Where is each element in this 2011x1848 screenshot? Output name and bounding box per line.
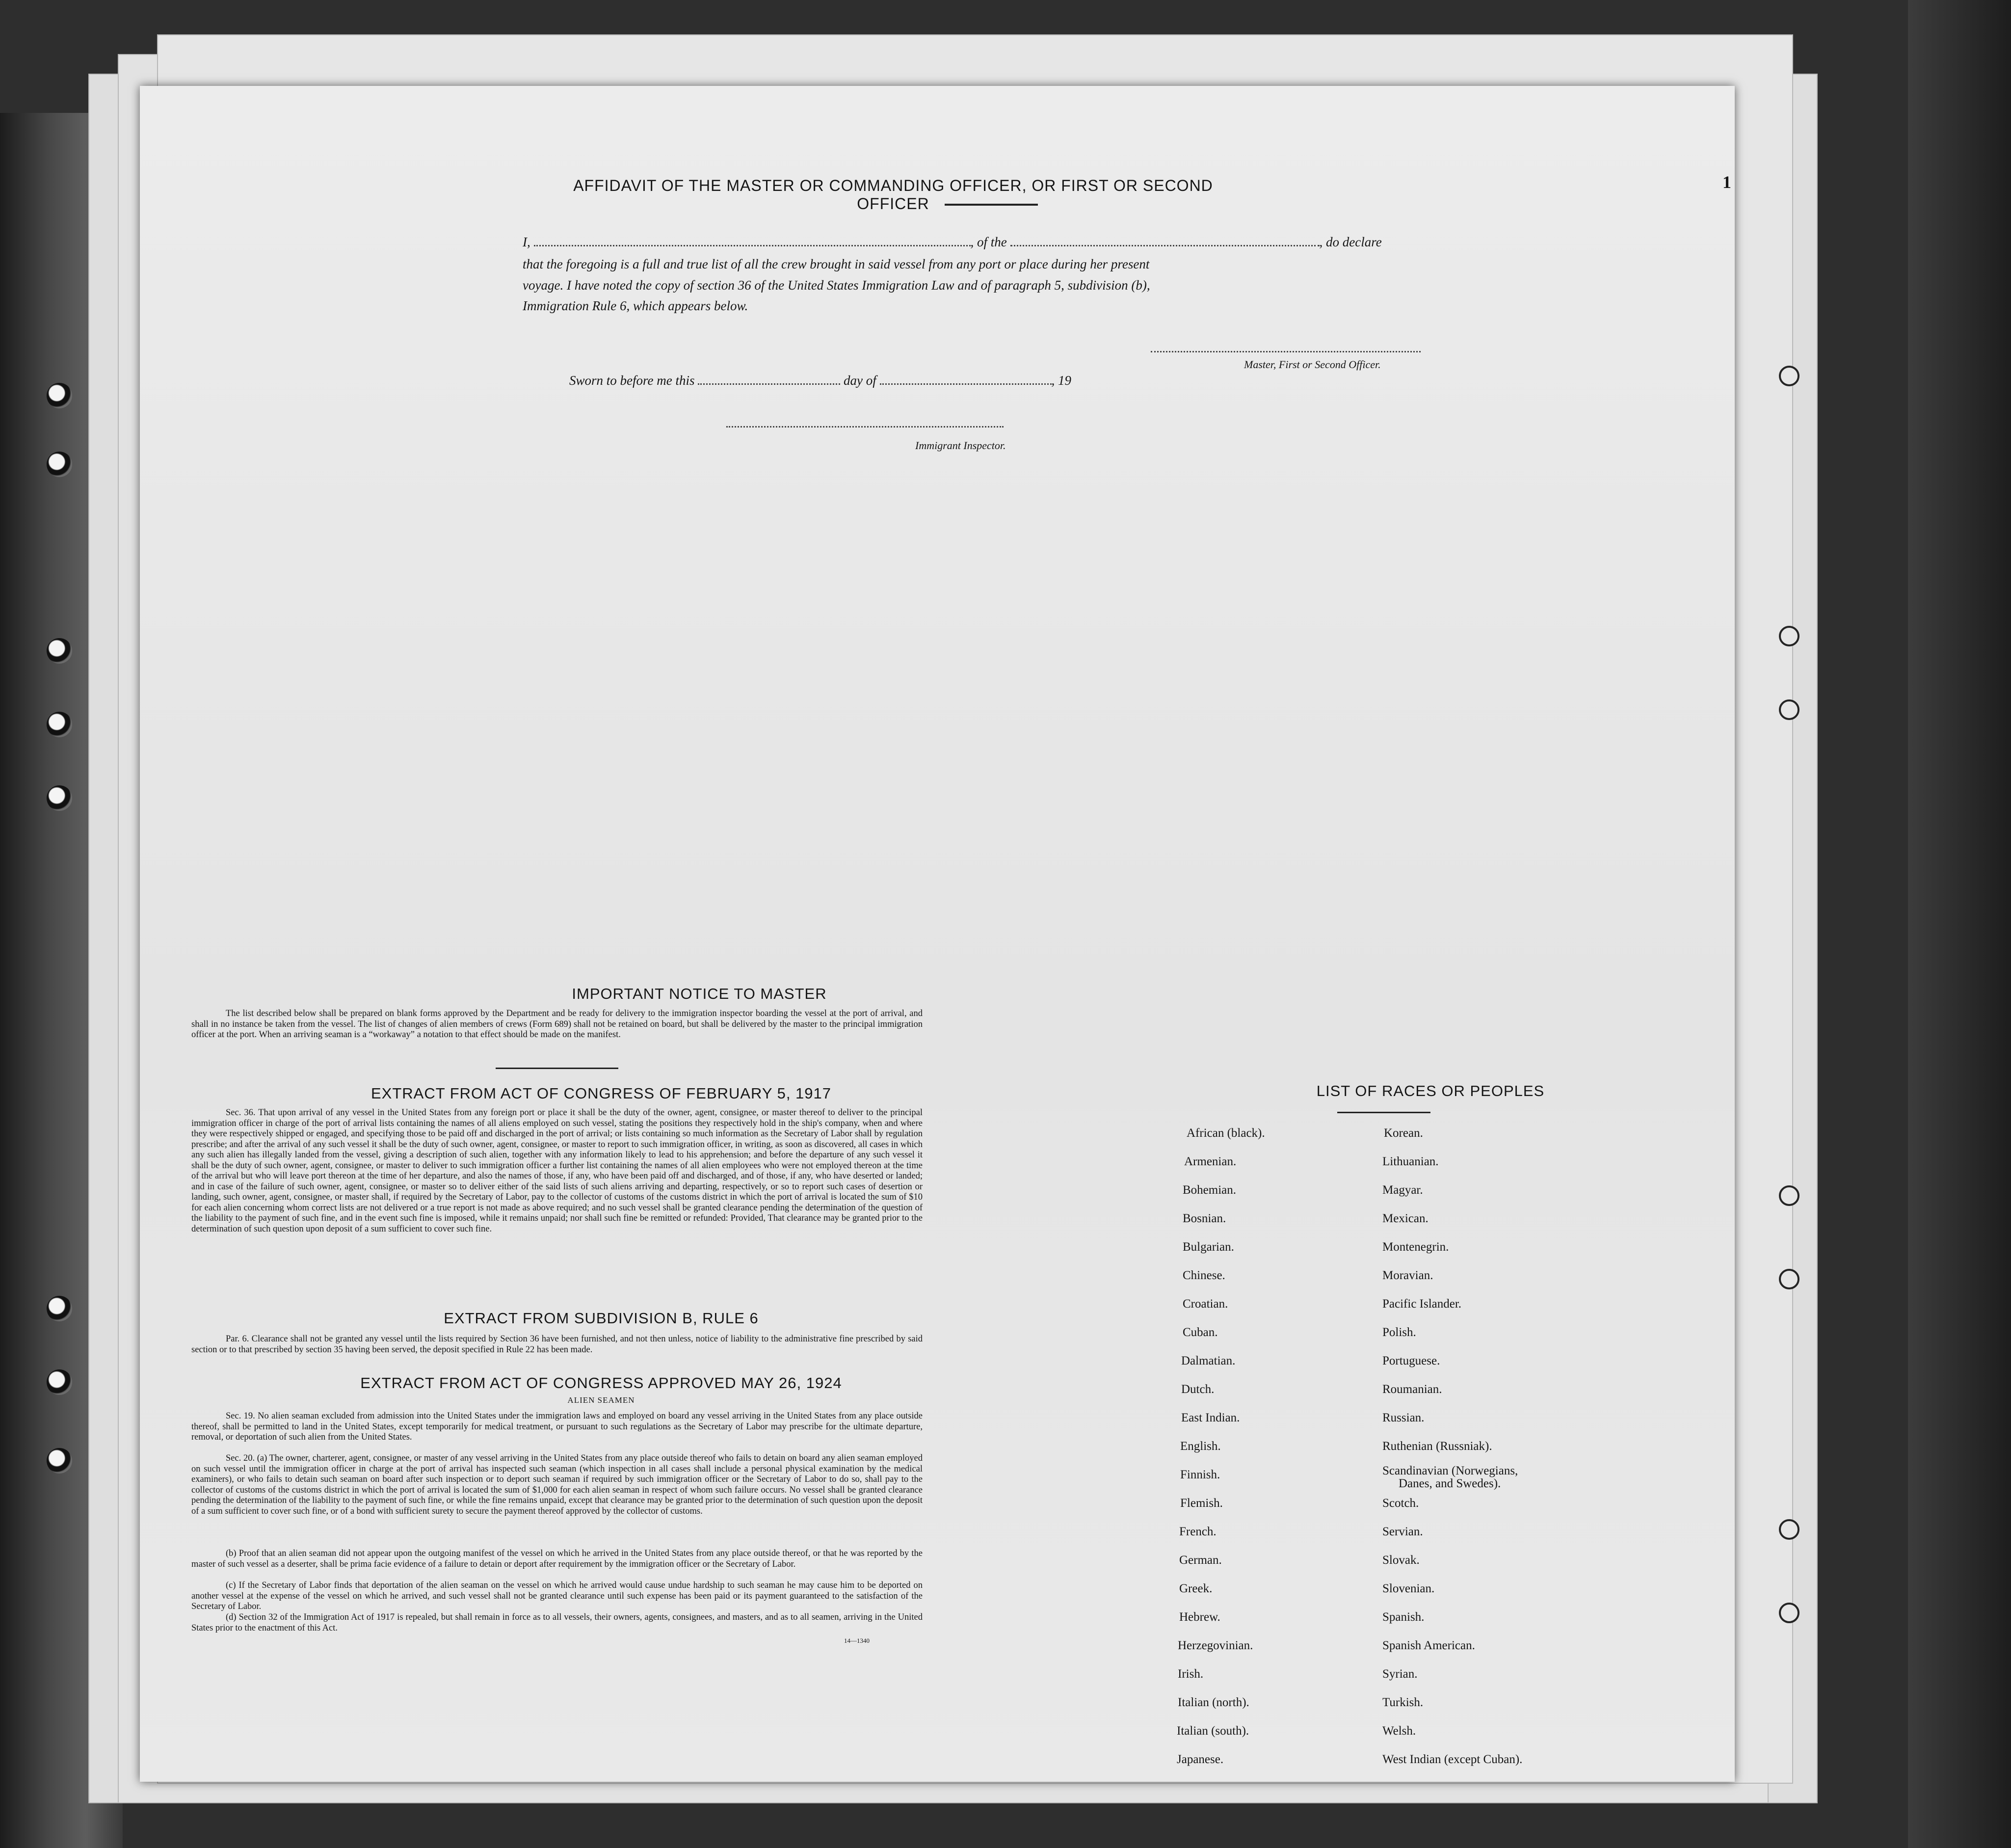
race-right-continuation: Danes, and Swedes). [1399, 1477, 1501, 1490]
race-left: Bohemian. [1183, 1183, 1237, 1197]
affidavit-body-line2: voyage. I have noted the copy of section 36 of the United States Immigration Law and of paragraph 5, subdivision (b), [523, 278, 1150, 293]
sworn-day-field[interactable] [698, 378, 840, 385]
act1924-sec20a: Sec. 20. (a) The owner, charterer, agent, consignee, or master of any vessel arriving in the United States from any place outside thereof who fails to detain on board any alien seaman employed on such vessel until the immigration officer in charge at the port of arrival has inspected such seaman (which inspection in all cases shall include a personal physical examination by the medical examiners), or who fails to detain such seaman on board after such inspection or to deport such seaman if required by such immigration officer or the Secretary of Labor to do so, shall pay to the collector of customs of the customs district in which the port of arrival is located the sum of $1,000 for each alien seaman in respect of whom such failure occurs. No vessel shall be granted clearance pending the determination of the liability to the payment of such fine, or while the fine remains unpaid, except that clearance may be granted prior to the determination of such question upon the deposit of a sum sufficient to cover such fine, or of a bond with sufficient surety to secure the payment thereof approved by the collector of customs. [191, 1453, 923, 1516]
inspector-label: Immigrant Inspector. [915, 439, 1006, 452]
punch-hole-icon [1779, 366, 1799, 386]
act1924-sec20b: (b) Proof that an alien seaman did not appear upon the outgoing manifest of the vessel on which he arrived in the United States from any place outside thereof, or that he was reported by the master of such vessel as a deserter, shall be prima facie evidence of a failure to detain or deport after requirement by the immigration officer or the Secretary of Labor. [191, 1549, 923, 1569]
race-right: Servian. [1382, 1525, 1423, 1538]
race-right: Slovenian. [1382, 1582, 1435, 1595]
race-left: English. [1180, 1440, 1221, 1453]
race-left: Irish. [1178, 1667, 1204, 1681]
races-title: LIST OF RACES OR PEOPLES [1316, 1082, 1545, 1099]
act1924-sec20d: (d) Section 32 of the Immigration Act of 1917 is repealed, but shall remain in force as to all vessels, their owners, agents, consignees, and masters, and as to all seamen, arriving in the United States prior to the enactment of this Act. [191, 1612, 923, 1633]
act1924-sec19: Sec. 19. No alien seaman excluded from admission into the United States under the immigration laws and employed on board any vessel arriving in the United States from any place outside thereof, shall be permitted to land in the United States, except temporarily for medical treatment, or pursuant to such regulations as the Secretary of Labor may prescribe for the ultimate departure, removal, or deportation of such alien from the United States. [191, 1411, 923, 1442]
race-left: Greek. [1179, 1582, 1213, 1595]
page-mark: 1 [1722, 172, 1731, 192]
race-right: Pacific Islander. [1382, 1297, 1462, 1311]
punch-hole-icon [1779, 699, 1799, 720]
day-of-label: day of [844, 373, 876, 388]
form-number: 14—1340 [844, 1637, 870, 1644]
race-left: Japanese. [1177, 1753, 1224, 1766]
race-right: Russian. [1382, 1411, 1425, 1424]
affidavit-body-line1: that the foregoing is a full and true list of all the crew brought in said vessel from any port or place during her present [523, 257, 1150, 271]
race-right: Scotch. [1382, 1497, 1419, 1510]
race-right: Korean. [1384, 1126, 1423, 1140]
race-right: Moravian. [1382, 1269, 1433, 1282]
master-label: Master, First or Second Officer. [1244, 358, 1381, 371]
vessel-field[interactable] [1010, 240, 1320, 246]
punch-hole-icon [1779, 1185, 1799, 1206]
act1917-text: Sec. 36. That upon arrival of any vessel in the United States from any foreign port or place it shall be the duty of the owner, agent, consignee, or master thereof to deliver to the principal immigration officer in charge of the port of arrival lists containing the names of all aliens employed on such vessel, stating the positions they respectively hold in the ship's company, when and where they were respectively shipped or engaged, and specifying those to be paid off and discharged in the port of arrival; or lists containing so much information as the Secretary of Labor shall by regulation prescribe; and after the arrival of any such vessel it shall be the duty of such owner, agent, consignee, or master to report to such immigration officer, in writing, as soon as discovered, all cases in which any such alien has illegally landed from the vessel, giving a description of such alien, together with any information likely to lead to his apprehension; and before the departure of any such vessel it shall be the duty of such owner, agent, consignee, or master to deliver to such immigration officer a further list containing the names of all alien employees who were not employed thereon at the time of the arrival but who will leave port thereon at the time of her departure, and also the names of those, if any, who have been paid off and discharged, and of those, if any, who have deserted or landed; and in case of the failure of such owner, agent, consignee, or master so to deliver either of the said lists of such aliens arriving and departing, respectively, or so to report such cases of desertion or landing, such owner, agent, consignee, or master shall, if required by the Secretary of Labor, pay to the collector of customs of the customs district in which the port of arrival is located the sum of $10 for each alien concerning whom correct lists are not delivered or a true report is not made as above required; and no such vessel shall be granted clearance pending the determination of the question of the liability to the payment of such fine, and in the event such fine is imposed, while it remains unpaid; nor shall such fine be remitted or refunded: Provided, That clearance may be granted prior to the determination of such question upon deposit of a sum sufficient to cover such fine. [191, 1108, 923, 1234]
binder-ring-icon [47, 1448, 72, 1473]
race-right: Slovak. [1382, 1553, 1420, 1567]
binder-ring-icon [47, 638, 72, 664]
race-left: Chinese. [1183, 1269, 1225, 1282]
punch-hole-icon [1779, 1519, 1799, 1540]
race-right: Spanish American. [1382, 1639, 1475, 1652]
affidavit-title: AFFIDAVIT OF THE MASTER OR COMMANDING OFFICER, OR FIRST OR SECOND OFFICER [573, 177, 1213, 213]
race-right: Polish. [1382, 1326, 1416, 1339]
affidavit-body-line3: Immigration Rule 6, which appears below. [523, 298, 748, 313]
name-field[interactable] [534, 240, 971, 246]
sworn-line [569, 373, 1071, 388]
sworn-month-field[interactable] [880, 378, 1052, 385]
race-left: French. [1179, 1525, 1217, 1538]
race-right: Ruthenian (Russniak). [1382, 1440, 1492, 1453]
race-left: Croatian. [1183, 1297, 1228, 1311]
race-left: Italian (north). [1178, 1696, 1249, 1709]
year-prefix: , 19 [1051, 373, 1071, 388]
race-left: German. [1179, 1553, 1222, 1567]
race-left: Finnish. [1180, 1468, 1220, 1481]
notice-divider [496, 1068, 618, 1069]
binder-ring-icon [47, 1296, 72, 1321]
race-right: Portuguese. [1382, 1354, 1440, 1367]
dark-edge [1908, 0, 2011, 1848]
race-left: Bulgarian. [1183, 1240, 1234, 1254]
race-left: Bosnian. [1183, 1212, 1226, 1225]
race-left: East Indian. [1181, 1411, 1240, 1424]
race-left: Herzegovinian. [1178, 1639, 1253, 1652]
binder-ring-icon [47, 785, 72, 811]
race-right: West Indian (except Cuban). [1382, 1753, 1523, 1766]
inspector-signature-line[interactable] [726, 426, 1004, 428]
rule6-text: Par. 6. Clearance shall not be granted any vessel until the lists required by Section 36 have been furnished, and not then unless, notice of liability to the administrative fine prescribed by said section or to that prescribed by section 35 having been served, the deposit specified in Rule 22 has been made. [191, 1334, 923, 1355]
race-right: Welsh. [1382, 1724, 1416, 1738]
race-right: Scandinavian (Norwegians, [1382, 1464, 1518, 1477]
declare-label: , do declare [1319, 235, 1382, 249]
races-divider [1337, 1112, 1430, 1113]
act1924-sec20c: (c) If the Secretary of Labor finds that deportation of the alien seaman on the vessel on which he arrived would cause undue hardship to such seaman he may cause him to be deported on another vessel at the expense of the vessel on which he arrived, and such vessel shall not be granted clearance until such expense has been paid or its payment guaranteed to the satisfaction of the Secretary of Labor. [191, 1580, 923, 1611]
race-right: Roumanian. [1382, 1383, 1442, 1396]
race-left: African (black). [1187, 1126, 1265, 1140]
notice-text: The list described below shall be prepared on blank forms approved by the Department and be ready for delivery to the immigration inspector boarding the vessel at the port of arrival, and shall in no instance be taken from the vessel. The list of changes of alien members of crews (Form 689) shall not be retained on board, but shall be delivered by the master to the principal immigration officer at the port. When an arriving seaman is a “workaway” a notation to that effect should be made on the manifest. [191, 1009, 923, 1040]
race-right: Turkish. [1382, 1696, 1424, 1709]
punch-hole-icon [1779, 626, 1799, 646]
race-right: Magyar. [1382, 1183, 1423, 1197]
race-right: Lithuanian. [1382, 1155, 1439, 1168]
act1917-title: EXTRACT FROM ACT OF CONGRESS OF FEBRUARY 5, 1917 [370, 1085, 832, 1102]
race-left: Dutch. [1181, 1383, 1215, 1396]
race-right: Spanish. [1382, 1610, 1425, 1624]
act1924-subtitle: ALIEN SEAMEN [567, 1395, 635, 1405]
race-left: Flemish. [1180, 1497, 1223, 1510]
of-the-label: , of the [970, 235, 1007, 249]
binder-ring-icon [47, 1369, 72, 1395]
i-label: I, [523, 235, 530, 249]
punch-hole-icon [1779, 1603, 1799, 1623]
race-right: Syrian. [1382, 1667, 1418, 1681]
form-page [140, 86, 1735, 1782]
act1924-title: EXTRACT FROM ACT OF CONGRESS APPROVED MAY 26, 1924 [360, 1374, 842, 1392]
race-left: Dalmatian. [1181, 1354, 1236, 1367]
binder-ring-icon [47, 452, 72, 477]
declaration-line [523, 235, 1622, 250]
race-right: Montenegrin. [1382, 1240, 1449, 1254]
sworn-label: Sworn to before me this [569, 373, 695, 388]
race-right: Mexican. [1382, 1212, 1429, 1225]
rule6-title: EXTRACT FROM SUBDIVISION B, RULE 6 [444, 1310, 759, 1327]
punch-hole-icon [1779, 1269, 1799, 1289]
notice-title: IMPORTANT NOTICE TO MASTER [572, 985, 827, 1002]
master-signature-line[interactable] [1151, 351, 1421, 352]
title-divider [945, 204, 1038, 206]
race-left: Italian (south). [1177, 1724, 1249, 1738]
race-left: Hebrew. [1179, 1610, 1220, 1624]
binder-ring-icon [47, 712, 72, 737]
binder-ring-icon [47, 383, 72, 408]
race-left: Cuban. [1183, 1326, 1218, 1339]
race-left: Armenian. [1184, 1155, 1237, 1168]
